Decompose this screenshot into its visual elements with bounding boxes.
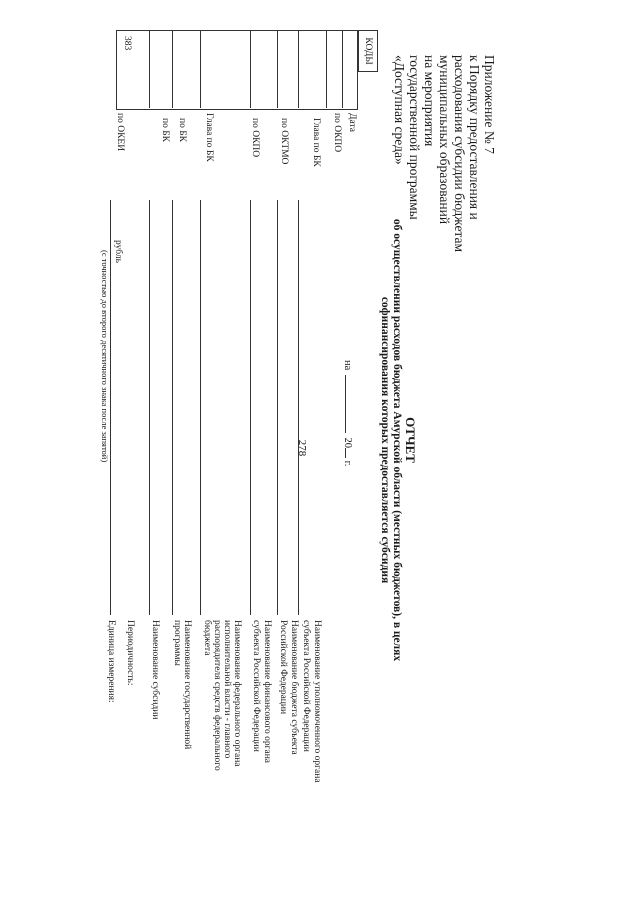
glava-bk-label: Глава по БК xyxy=(311,118,321,167)
codes-row-divider xyxy=(149,30,150,108)
field-line-federal xyxy=(200,200,201,615)
codes-table xyxy=(358,30,378,72)
report-title: ОТЧЕТ xyxy=(403,417,418,463)
field-line-budget xyxy=(277,200,278,615)
field-value-unit: рубль xyxy=(113,240,123,263)
field-label-subsidy: Наименование субсидии xyxy=(150,620,160,720)
report-date-line xyxy=(342,360,353,466)
codes-column-box xyxy=(116,30,358,110)
date-blank xyxy=(345,375,346,433)
codes-header: КОДЫ xyxy=(359,31,378,72)
report-title-block xyxy=(379,190,417,690)
codes-row-divider xyxy=(326,30,327,108)
bk-program-label: по БК xyxy=(177,118,187,143)
bk-subsidy-label: по БК xyxy=(160,118,170,143)
field-label-program-2: программы xyxy=(172,620,182,666)
okei-code-value: 383 xyxy=(122,36,132,51)
report-subtitle-line2: софинансирования которых предоставляется субсидия xyxy=(379,296,391,584)
field-line-authority xyxy=(298,200,299,615)
appendix-line: на мероприятия xyxy=(422,55,437,147)
appendix-line: к Порядку предоставления и xyxy=(467,55,482,220)
page-number: 278 xyxy=(296,439,308,457)
field-label-periodicity: Периодичность: xyxy=(125,620,135,686)
okpo-code-label: по ОКПО xyxy=(332,113,342,153)
date-suffix: г. xyxy=(342,460,353,467)
field-label-federal-2: исполнительной власти - главного xyxy=(222,620,232,759)
appendix-line: Приложение № 7 xyxy=(482,55,497,154)
okpo-finorgan-label: по ОКПО xyxy=(250,118,260,158)
oktmo-code-label: по ОКТМО xyxy=(279,118,289,165)
field-note-unit: (с точностью до второго десятичного знака после запятой) xyxy=(100,250,110,463)
appendix-line: «Доступная среда» xyxy=(392,55,407,165)
date-code-label: Дата xyxy=(347,113,357,132)
year-blank xyxy=(345,448,346,458)
field-label-federal-1: Наименование федерального органа xyxy=(232,620,242,767)
field-line-program xyxy=(172,200,173,615)
codes-row-divider xyxy=(250,30,251,108)
glava-bk-federal-label: Глава по БК xyxy=(204,113,214,162)
okei-label: по ОКЕИ xyxy=(115,113,125,152)
field-label-authority-1: Наименование уполномоченного органа xyxy=(312,620,322,783)
date-year-prefix: 20 xyxy=(342,437,353,449)
field-label-budget-2: Российской Федерации xyxy=(278,620,288,715)
field-label-unit: Единица измерения: xyxy=(106,620,116,703)
field-label-finorgan-1: Наименование финансового органа xyxy=(262,620,272,764)
field-label-authority-2: субъекта Российской Федерации xyxy=(301,620,311,752)
field-label-federal-4: бюджета xyxy=(202,620,212,656)
codes-row-divider xyxy=(172,30,173,108)
codes-row-divider xyxy=(298,30,299,108)
appendix-line: расходования субсидии бюджетам xyxy=(452,55,467,253)
appendix-line: государственной программы xyxy=(407,55,422,220)
field-label-federal-3: распорядителя средств федерального xyxy=(212,620,222,771)
field-label-budget-1: Наименование бюджета субъекта xyxy=(289,620,299,755)
field-line-unit xyxy=(110,200,111,615)
report-subtitle-line1: об осуществлении расходов бюджета Амурской области (местных бюджетов), в целях xyxy=(391,218,404,662)
field-line-finorgan xyxy=(250,200,251,615)
codes-row-divider xyxy=(277,30,278,108)
codes-row-divider xyxy=(342,30,343,108)
field-label-finorgan-2: субъекта Российской Федерации xyxy=(251,620,261,752)
field-label-program-1: Наименование государственной xyxy=(182,620,192,750)
field-line-subsidy xyxy=(149,200,150,615)
date-prefix: на xyxy=(342,360,353,371)
appendix-line: муниципальных образований xyxy=(437,55,452,225)
codes-row-divider xyxy=(200,30,201,108)
